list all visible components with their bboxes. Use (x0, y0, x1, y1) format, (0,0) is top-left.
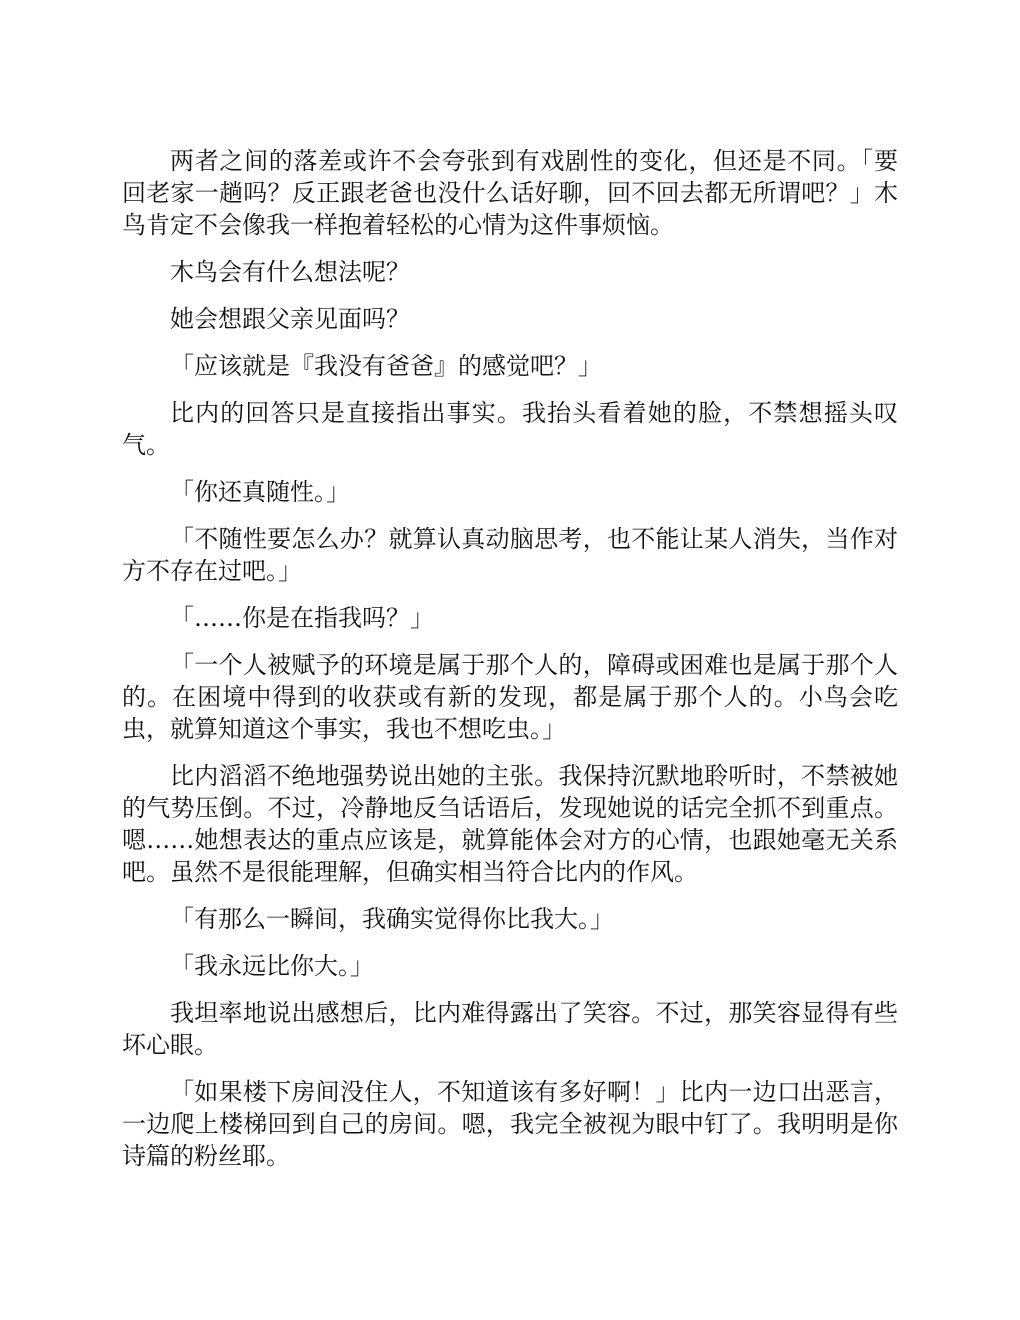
paragraph-10: 比内滔滔不绝地强势说出她的主张。我保持沉默地聆听时，不禁被她的气势压倒。不过，冷静地反刍话语后，发现她说的话完全抓不到重点。嗯……她想表达的重点应该是，就算能体会对方的心情，也跟她毫无关系吧。虽然不是很能理解，但确实相当符合比内的作风。 (122, 762, 898, 886)
paragraph-12: 「我永远比你大。」 (170, 952, 374, 980)
paragraph-6: 「你还真随性。」 (170, 478, 350, 506)
paragraph-11: 「有那么一瞬间，我确实觉得你比我大。」 (170, 905, 614, 933)
paragraph-8: 「……你是在指我吗？」 (170, 604, 434, 632)
document-page (122, 145, 898, 1187)
paragraph-2: 木鸟会有什么想法呢？ (170, 258, 410, 286)
paragraph-5: 比内的回答只是直接指出事实。我抬头看着她的脸，不禁想摇头叹气。 (122, 399, 898, 459)
paragraph-3: 她会想跟父亲见面吗？ (170, 305, 410, 333)
paragraph-14: 「如果楼下房间没住人，不知道该有多好啊！」比内一边口出恶言，一边爬上楼梯回到自己的房间。嗯，我完全被视为眼中钉了。我明明是你诗篇的粉丝耶。 (122, 1078, 898, 1170)
paragraph-1: 两者之间的落差或许不会夸张到有戏剧性的变化，但还是不同。「要回老家一趟吗？反正跟老爸也没什么话好聊，回不回去都无所谓吧？」木鸟肯定不会像我一样抱着轻松的心情为这件事烦恼。 (122, 147, 898, 239)
paragraph-9: 「一个人被赋予的环境是属于那个人的，障碍或困难也是属于那个人的。在困境中得到的收获或有新的发现，都是属于那个人的。小鸟会吃虫，就算知道这个事实，我也不想吃虫。」 (122, 651, 898, 743)
paragraph-13: 我坦率地说出感想后，比内难得露出了笑容。不过，那笑容显得有些坏心眼。 (122, 999, 898, 1059)
paragraph-4: 「应该就是『我没有爸爸』的感觉吧？」 (170, 352, 602, 380)
paragraph-7: 「不随性要怎么办？就算认真动脑思考，也不能让某人消失，当作对方不存在过吧。」 (122, 525, 898, 585)
